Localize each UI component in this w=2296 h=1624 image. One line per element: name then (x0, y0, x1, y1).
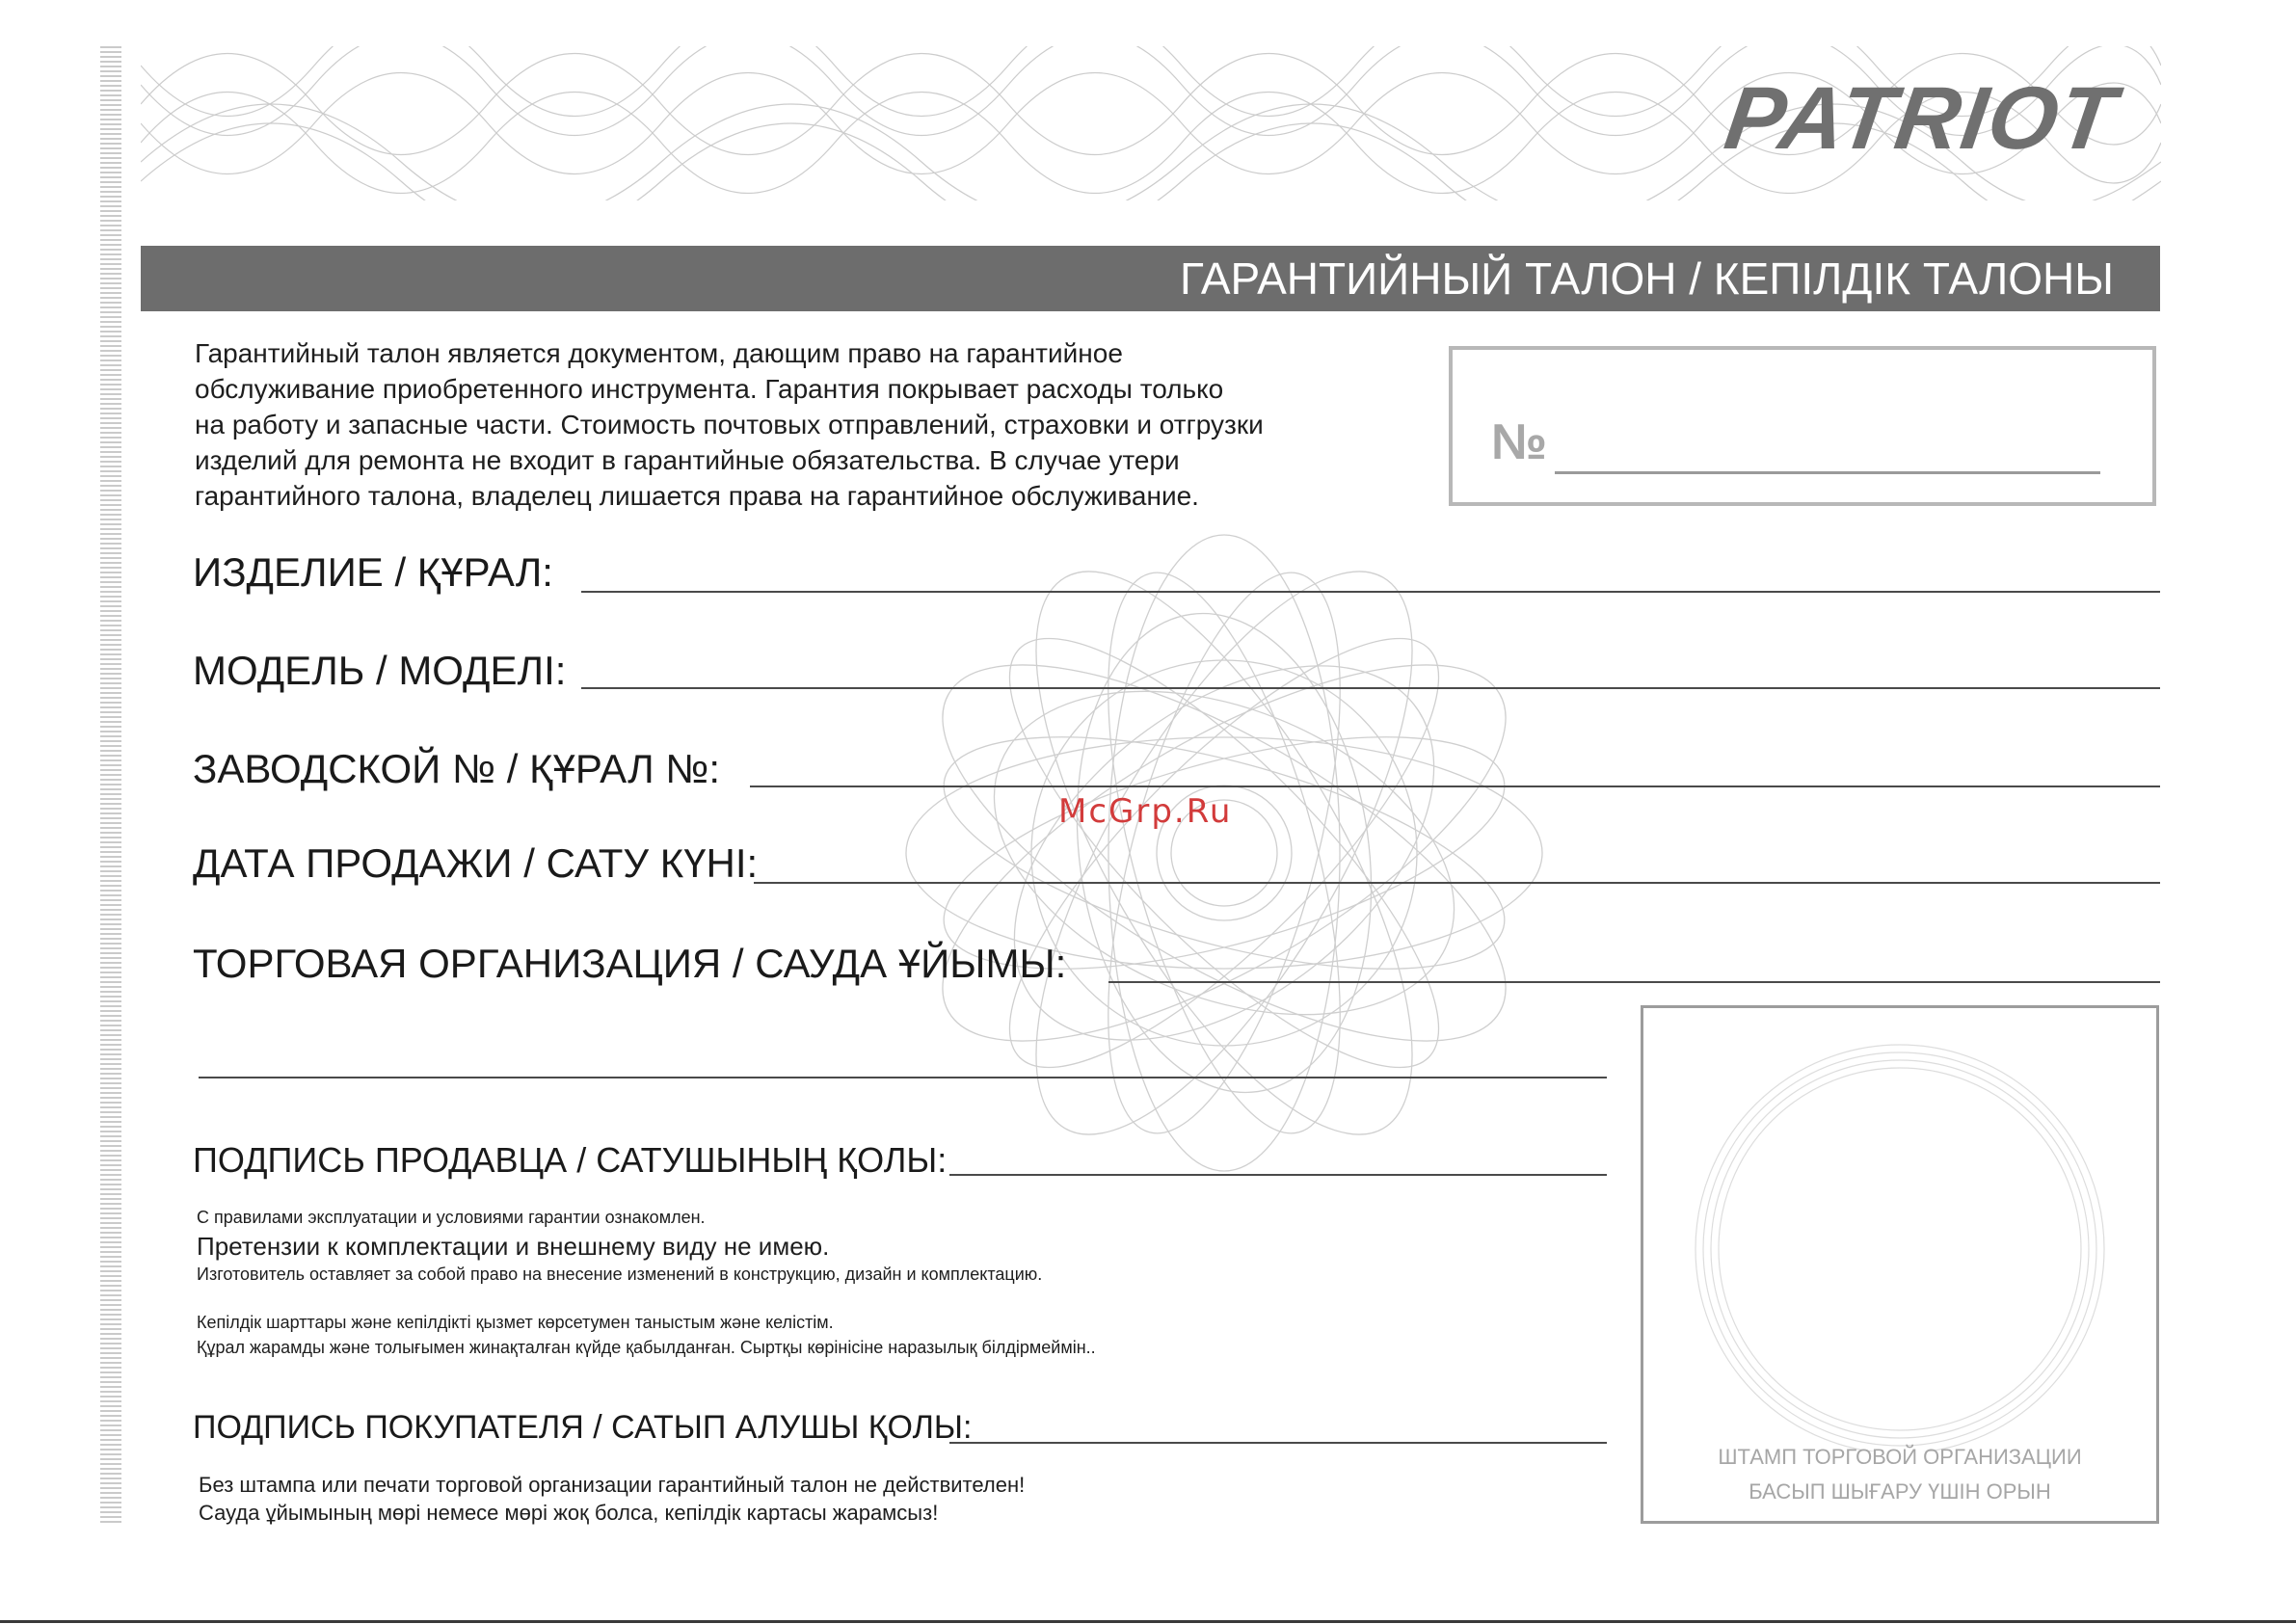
sale-date-label: ДАТА ПРОДАЖИ / САТУ КҮНІ: (193, 840, 759, 886)
organization-field[interactable] (1108, 981, 2160, 983)
terms-kz-line2: Құрал жарамды және толығымен жинақталған күйде қабылданған. Сыртқы көрінісіне наразылық білдірмеймін.. (197, 1338, 1096, 1357)
sale-date-field[interactable] (754, 882, 2160, 884)
seller-signature-field[interactable] (949, 1174, 1607, 1176)
terms-ru-line1: С правилами эксплуатации и условиями гарантии ознакомлен. (197, 1208, 706, 1227)
intro-text (195, 335, 1400, 514)
organization-field-continued[interactable] (199, 1077, 1607, 1078)
seller-signature-label: ПОДПИСЬ ПРОДАВЦА / САТУШЫНЫҢ ҚОЛЫ: (193, 1140, 948, 1180)
product-label: ИЗДЕЛИЕ / ҚҰРАЛ: (193, 549, 553, 595)
model-label: МОДЕЛЬ / МОДЕЛІ: (193, 648, 567, 693)
intro-line: изделий для ремонта не входит в гарантийные обязательства. В случае утери (195, 445, 1180, 475)
coupon-number-field[interactable] (1555, 471, 2100, 474)
stamp-caption-ru: ШТАМП ТОРГОВОЙ ОРГАНИЗАЦИИ (1718, 1445, 2082, 1469)
stamp-guilloche-ring (1661, 1027, 2139, 1451)
product-field[interactable] (581, 591, 2160, 593)
buyer-signature-label: ПОДПИСЬ ПОКУПАТЕЛЯ / САТЫП АЛУШЫ ҚОЛЫ: (193, 1409, 973, 1446)
patriot-logo: PATRIOT (1719, 69, 2123, 168)
terms-ru-line3: Изготовитель оставляет за собой право на внесение изменений в конструкцию, дизайн и комплектацию. (197, 1265, 1043, 1284)
intro-line: Гарантийный талон является документом, дающим право на гарантийное (195, 338, 1123, 368)
organization-label: ТОРГОВАЯ ОРГАНИЗАЦИЯ / САУДА ҰЙЫМЫ: (193, 941, 1067, 986)
intro-line: гарантийного талона, владелец лишается права на гарантийное обслуживание. (195, 481, 1199, 511)
notice-kz: Сауда ұйымының мөрі немесе мөрі жоқ болса, кепілдік картасы жарамсыз! (199, 1501, 939, 1525)
intro-line: обслуживание приобретенного инструмента. Гарантия покрывает расходы только (195, 374, 1224, 404)
number-sign: № (1491, 414, 1547, 470)
guilloche-rosette (742, 506, 1706, 1200)
buyer-signature-field[interactable] (949, 1442, 1607, 1444)
serial-number-field[interactable] (750, 785, 2160, 787)
coupon-number-box (1449, 346, 2156, 506)
serial-number-label: ЗАВОДСКОЙ № / ҚҰРАЛ №: (193, 746, 721, 791)
security-microtext-strip (100, 46, 121, 1526)
terms-kz-line1: Кепілдік шарттары және кепілдікті қызмет көрсетумен таныстым және келістім. (197, 1313, 834, 1332)
terms-ru-line2: Претензии к комплектации и внешнему виду не имею. (197, 1232, 830, 1261)
intro-line: на работу и запасные части. Стоимость почтовых отправлений, страховки и отгрузки (195, 410, 1264, 439)
stamp-caption-kz: БАСЫП ШЫҒАРУ ҮШІН ОРЫН (1749, 1479, 2051, 1504)
page-title: ГАРАНТИЙНЫЙ ТАЛОН / КЕПІЛДІК ТАЛОНЫ (1179, 253, 2114, 304)
title-bar (141, 246, 2160, 311)
watermark-text: McGrp.Ru (1058, 792, 1233, 831)
notice-ru: Без штампа или печати торговой организации гарантийный талон не действителен! (199, 1473, 1026, 1497)
stamp-area[interactable] (1641, 1005, 2159, 1524)
model-field[interactable] (581, 687, 2160, 689)
bottom-divider (0, 1620, 2296, 1623)
